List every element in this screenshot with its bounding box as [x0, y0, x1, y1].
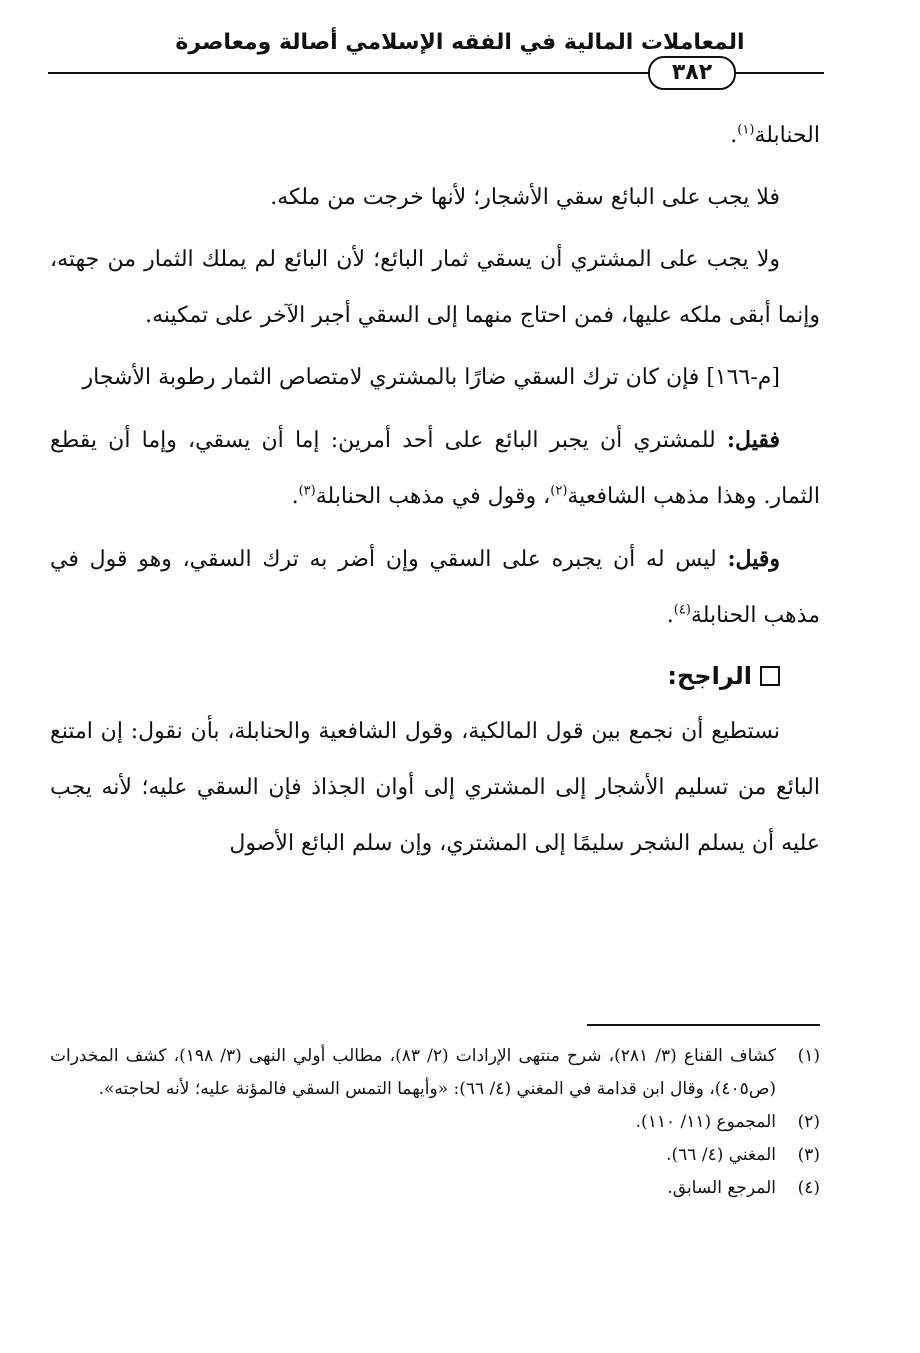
paragraph-1: الحنابلة$^{(١)}$.	[730, 122, 820, 148]
footnote-1	[50, 1040, 820, 1106]
footnote-separator	[587, 1024, 820, 1026]
footnote-ref-3[interactable]: (٣)	[298, 483, 316, 499]
footnote-number: (١)	[797, 1046, 820, 1066]
footnote-number: (٢)	[797, 1112, 820, 1132]
footnote-3	[50, 1139, 820, 1172]
footnote-number: (٤)	[797, 1178, 820, 1198]
footnote-ref-1[interactable]: (١)	[737, 122, 755, 138]
paragraph-3: ولا يجب على المشتري أن يسقي ثمار البائع؛ لأن البائع لم يملك الثمار من جهته، وإنما أبقى ملكه عليها، فمن احتاج منهما إلى السقي أجبر الآخر على تمكينه.	[50, 247, 820, 328]
square-bullet-icon	[760, 666, 780, 686]
paragraph-4: [م-١٦٦] فإن كان ترك السقي ضارًا بالمشتري لامتصاص الثمار رطوبة الأشجار	[82, 365, 780, 390]
footnote-2	[50, 1106, 820, 1139]
paragraph-5: فقيل: للمشتري أن يجبر البائع على أحد أمرين: إما أن يسقي، وإما أن يقطع الثمار. وهذا مذهب الشافعية$^{(٢)}$، وقول في مذهب الحنابلة$^{(٣)}$.	[50, 427, 820, 509]
footnote-text: المغني (٤/ ٦٦).	[666, 1145, 776, 1165]
footnote-number: (٣)	[797, 1145, 820, 1165]
page-number: ٣٨٢	[648, 56, 736, 90]
running-header-title: المعاملات المالية في الفقه الإسلامي أصالة ومعاصرة	[175, 30, 745, 55]
footnote-4	[50, 1172, 820, 1205]
footnotes	[50, 1040, 820, 1205]
section-heading: الراجح:	[50, 652, 820, 700]
footnote-text: المرجع السابق.	[667, 1178, 776, 1198]
opinion-lead-1: فقيل:	[726, 427, 780, 453]
opinion-lead-2: وقيل:	[727, 546, 780, 572]
paragraph-2: فلا يجب على البائع سقي الأشجار؛ لأنها خرجت من ملكه.	[270, 185, 780, 210]
footnote-text: كشاف القناع (٣/ ٢٨١)، شرح منتهى الإرادات (٢/ ٨٣)، مطالب أولي النهى (٣/ ١٩٨)، كشف المخدرات (ص٤٠٥)، وقال ابن قدامة في المغني (٤/ ٦٦): «وأيهما التمس السقي فالمؤنة عليه؛ لأنه لحاجته».	[50, 1046, 777, 1099]
paragraph-6: وقيل: ليس له أن يجبره على السقي وإن أضر به ترك السقي، وهو قول في مذهب الحنابلة$^{(٤)}$.	[50, 546, 820, 628]
paragraph-7: نستطيع أن نجمع بين قول المالكية، وقول الشافعية والحنابلة، بأن نقول: إن امتنع البائع من تسليم الأشجار إلى المشتري إلى أوان الجذاذ فإن السقي عليه؛ لأنه يجب عليه أن يسلم الشجر سليمًا إلى المشتري، وإن سلم البائع الأصول	[50, 719, 820, 856]
main-text	[50, 108, 820, 878]
footnote-text: المجموع (١١/ ١١٠).	[635, 1112, 776, 1132]
footnote-ref-2[interactable]: (٢)	[550, 483, 568, 499]
footnote-ref-4[interactable]: (٤)	[673, 602, 691, 618]
